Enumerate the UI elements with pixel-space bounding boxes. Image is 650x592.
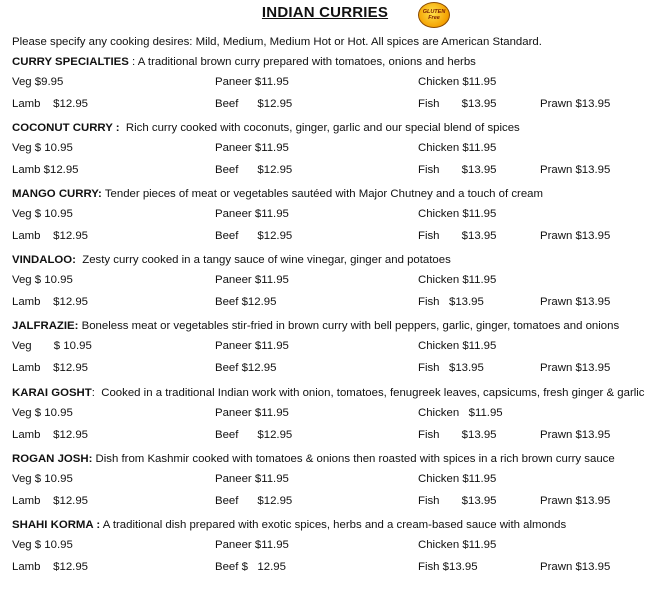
section-name: MANGO CURRY:: [12, 188, 102, 200]
price-row: [12, 429, 648, 443]
price-row: [12, 407, 648, 421]
section-name: ROGAN JOSH:: [12, 453, 93, 465]
price-row: [12, 561, 648, 575]
price-item: Beef $12.95: [215, 230, 293, 242]
section-name: VINDALOO:: [12, 254, 76, 266]
section-description: [12, 453, 648, 465]
section-description: [12, 320, 648, 332]
curry-section: [12, 188, 648, 244]
price-item: Paneer $11.95: [215, 340, 289, 352]
price-item: Prawn $13.95: [540, 362, 611, 374]
badge-text-top: GLUTEN: [422, 9, 446, 15]
price-item: Prawn $13.95: [540, 296, 611, 308]
price-item: Chicken $11.95: [418, 407, 503, 419]
price-item: Veg $ 10.95: [12, 539, 73, 551]
curry-section: [12, 122, 648, 178]
price-item: Veg $ 10.95: [12, 274, 73, 286]
price-item: Prawn $13.95: [540, 561, 611, 573]
title-row: [0, 4, 650, 22]
price-item: Lamb $12.95: [12, 230, 88, 242]
section-desc-text: Dish from Kashmir cooked with tomatoes & onions then roasted with spices in a rich brown curry sauce: [95, 453, 615, 465]
price-item: Prawn $13.95: [540, 98, 611, 110]
price-item: Chicken $11.95: [418, 208, 497, 220]
price-item: Beef $12.95: [215, 164, 293, 176]
price-item: Lamb $12.95: [12, 561, 88, 573]
gluten-free-badge-icon: [418, 2, 450, 28]
page-title: INDIAN CURRIES: [261, 4, 389, 21]
section-name: JALFRAZIE:: [12, 320, 79, 332]
price-item: Chicken $11.95: [418, 473, 497, 485]
price-row: [12, 473, 648, 487]
price-item: Fish $13.95: [418, 98, 497, 110]
price-item: Paneer $11.95: [215, 208, 289, 220]
price-row: [12, 142, 648, 156]
price-item: Fish $13.95: [418, 429, 497, 441]
curry-section: [12, 387, 648, 443]
price-row: [12, 164, 648, 178]
price-item: Fish $13.95: [418, 495, 497, 507]
section-desc-text: A traditional brown curry prepared with tomatoes, onions and herbs: [137, 56, 476, 68]
price-item: Beef $12.95: [215, 98, 293, 110]
price-row: [12, 362, 648, 376]
price-item: Beef $12.95: [215, 362, 277, 374]
price-item: Fish $13.95: [418, 561, 478, 573]
price-row: [12, 274, 648, 288]
price-item: Paneer $11.95: [215, 539, 289, 551]
price-item: Beef $12.95: [215, 296, 277, 308]
curry-section: [12, 320, 648, 376]
price-item: Lamb $12.95: [12, 98, 88, 110]
price-item: Chicken $11.95: [418, 274, 497, 286]
price-item: Beef $ 12.95: [215, 561, 286, 573]
section-desc-text: Cooked in a traditional Indian work with onion, tomatoes, fenugreek leaves, capsicums, fresh ginger & garlic: [101, 387, 645, 399]
price-item: Veg $ 10.95: [12, 340, 92, 352]
price-item: Paneer $11.95: [215, 473, 289, 485]
curry-section: [12, 56, 648, 112]
price-item: Chicken $11.95: [418, 539, 497, 551]
section-description: [12, 188, 648, 200]
price-item: Veg $ 10.95: [12, 208, 73, 220]
price-item: Fish $13.95: [418, 230, 497, 242]
price-row: [12, 98, 648, 112]
price-row: [12, 296, 648, 310]
section-description: [12, 519, 648, 531]
section-description: [12, 122, 648, 134]
price-item: Chicken $11.95: [418, 340, 497, 352]
price-row: [12, 539, 648, 553]
price-item: Lamb $12.95: [12, 495, 88, 507]
curry-section: [12, 453, 648, 509]
price-item: Beef $12.95: [215, 429, 293, 441]
price-item: Veg $ 10.95: [12, 142, 73, 154]
section-name: SHAHI KORMA :: [12, 519, 101, 531]
price-item: Fish $13.95: [418, 164, 497, 176]
price-item: Prawn $13.95: [540, 495, 611, 507]
price-row: [12, 495, 648, 509]
price-item: Paneer $11.95: [215, 274, 289, 286]
section-separator: :: [91, 387, 102, 399]
section-desc-text: Boneless meat or vegetables stir-fried in brown curry with bell peppers, garlic, ginger, tomatoes and onions: [81, 320, 620, 332]
price-item: Lamb $12.95: [12, 296, 88, 308]
section-desc-text: Tender pieces of meat or vegetables sautéed with Major Chutney and a touch of cream: [104, 188, 543, 200]
price-item: Beef $12.95: [215, 495, 293, 507]
price-item: Fish $13.95: [418, 362, 484, 374]
price-item: Fish $13.95: [418, 296, 484, 308]
price-item: Prawn $13.95: [540, 429, 611, 441]
curry-section: [12, 254, 648, 310]
badge-text-bottom: Free: [428, 15, 440, 21]
price-item: Prawn $13.95: [540, 164, 611, 176]
curry-section: [12, 519, 648, 575]
price-item: Lamb $12.95: [12, 362, 88, 374]
price-item: Veg $ 10.95: [12, 473, 73, 485]
section-desc-text: A traditional dish prepared with exotic spices, herbs and a cream-based sauce with almonds: [102, 519, 567, 531]
price-row: [12, 76, 648, 90]
price-item: Paneer $11.95: [215, 76, 289, 88]
intro-text: Please specify any cooking desires: Mild, Medium, Medium Hot or Hot. All spices are American Standard.: [12, 36, 542, 48]
section-description: [12, 56, 648, 68]
section-separator: :: [128, 56, 138, 68]
price-item: Chicken $11.95: [418, 76, 497, 88]
price-item: Prawn $13.95: [540, 230, 611, 242]
price-item: Chicken $11.95: [418, 142, 497, 154]
price-item: Veg $ 10.95: [12, 407, 73, 419]
price-item: Paneer $11.95: [215, 407, 289, 419]
price-item: Veg $9.95: [12, 76, 64, 88]
section-description: [12, 254, 648, 266]
section-description: [12, 387, 648, 399]
section-desc-text: Rich curry cooked with coconuts, ginger, garlic and our special blend of spices: [125, 122, 520, 134]
section-name: KARAI GOSHT: [12, 387, 92, 399]
price-row: [12, 208, 648, 222]
section-name: CURRY SPECIALTIES: [12, 56, 129, 68]
section-desc-text: Zesty curry cooked in a tangy sauce of wine vinegar, ginger and potatoes: [82, 254, 451, 266]
section-name: COCONUT CURRY :: [12, 122, 120, 134]
price-item: Lamb $12.95: [12, 429, 88, 441]
price-row: [12, 340, 648, 354]
price-item: Paneer $11.95: [215, 142, 289, 154]
price-row: [12, 230, 648, 244]
price-item: Lamb $12.95: [12, 164, 79, 176]
